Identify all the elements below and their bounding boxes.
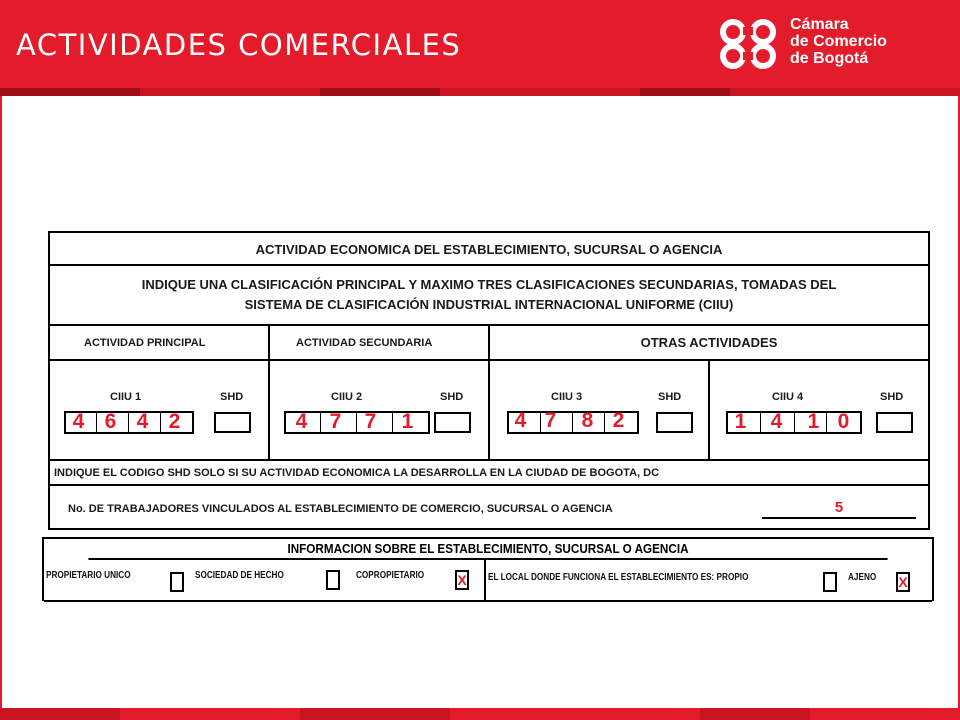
instruction-line-1: INDIQUE UNA CLASIFICACIÓN PRINCIPAL Y MAXIMO TRES CLASIFICACIONES SECUNDARIAS, TOMADAS DEL (141, 277, 837, 292)
ajeno-label: AJENO (848, 572, 877, 583)
instruction-line-2: SISTEMA DE CLASIFICACIÓN INDUSTRIAL INTERNACIONAL UNIFORME (CIIU) (244, 297, 734, 312)
logo-mark-icon (718, 18, 786, 70)
shd-2-box[interactable] (434, 412, 471, 433)
form-title: ACTIVIDAD ECONOMICA DEL ESTABLECIMIENTO, SUCURSAL O AGENCIA (50, 233, 928, 266)
sociedad-de-hecho-label: SOCIEDAD DE HECHO (195, 570, 284, 581)
propio-checkbox[interactable] (823, 572, 837, 592)
ciiu-3-digit-4: 2 (612, 409, 625, 432)
ciiu-2-digit-3: 7 (364, 410, 377, 433)
shd-4-label: SHD (880, 391, 904, 403)
left-border (0, 96, 2, 708)
propietario-unico-checkbox[interactable] (170, 572, 184, 592)
workers-line (762, 517, 916, 519)
ciiu-2-label: CIIU 2 (331, 391, 363, 403)
shd-3-label: SHD (658, 391, 682, 403)
logo-line-3: de Bogotá (790, 50, 869, 67)
ciiu-3-label: CIIU 3 (551, 391, 583, 403)
sociedad-de-hecho-checkbox[interactable] (326, 570, 340, 590)
logo-text (790, 16, 887, 67)
camara-comercio-logo (718, 14, 898, 74)
workers-label: No. DE TRABAJADORES VINCULADOS AL ESTABLECIMIENTO DE COMERCIO, SUCURSAL O AGENCIA (68, 503, 613, 515)
actividad-form (48, 231, 930, 530)
header-bar (0, 0, 960, 88)
copropietario-label: COPROPIETARIO (356, 570, 425, 581)
ciiu-3-digit-1: 4 (514, 409, 527, 432)
ciiu-1-label: CIIU 1 (110, 391, 142, 403)
footer-bar (0, 708, 960, 720)
ciiu-4-digit-4: 0 (837, 410, 850, 433)
propietario-unico-label: PROPIETARIO UNICO (46, 570, 131, 581)
ciiu-4-digit-2: 4 (770, 410, 783, 433)
ciiu-4-label: CIIU 4 (772, 391, 804, 403)
shd-3-box[interactable] (656, 412, 693, 433)
column-headers (50, 326, 928, 361)
ciiu-1-digit-3: 4 (136, 410, 149, 433)
ciiu-3-digit-2: 7 (544, 409, 557, 432)
ciiu-1-digit-2: 6 (104, 410, 117, 433)
shd-4-box[interactable] (876, 412, 913, 433)
shd-2-label: SHD (440, 391, 464, 403)
shd-note: INDIQUE EL CODIGO SHD SOLO SI SU ACTIVIDAD ECONOMICA LA DESARROLLA EN LA CIUDAD DE BOGOTA, DC (50, 461, 928, 486)
shd-1-label: SHD (220, 391, 244, 403)
col-principal: ACTIVIDAD PRINCIPAL (50, 326, 270, 359)
ciiu-2-digit-2: 7 (329, 410, 342, 433)
ciiu-2-digit-1: 4 (295, 410, 308, 433)
ciiu-1-digit-1: 4 (72, 410, 85, 433)
slide-title: ACTIVIDADES COMERCIALES (16, 28, 462, 62)
info-divider (484, 560, 486, 601)
col-secundaria: ACTIVIDAD SECUNDARIA (270, 326, 490, 359)
form-instruction (50, 266, 928, 326)
ciiu-1-digit-4: 2 (168, 410, 181, 433)
shd-1-box[interactable] (214, 412, 251, 433)
copropietario-mark: X (457, 572, 467, 588)
info-bottom-line (44, 600, 932, 602)
logo-line-2: de Comercio (790, 33, 887, 50)
workers-value[interactable]: 5 (834, 499, 844, 516)
ciiu-4-digit-1: 1 (734, 410, 747, 433)
info-title: INFORMACION SOBRE EL ESTABLECIMIENTO, SUCURSAL O AGENCIA (88, 539, 887, 560)
col-otras: OTRAS ACTIVIDADES (640, 335, 778, 350)
local-label: EL LOCAL DONDE FUNCIONA EL ESTABLECIMIENTO ES: PROPIO (488, 572, 749, 583)
header-stripe (0, 88, 960, 96)
ciiu-3-digit-3: 8 (581, 409, 594, 432)
ciiu-2-digit-4: 1 (401, 410, 414, 433)
ciiu-4-digit-3: 1 (807, 410, 820, 433)
logo-line-1: Cámara (790, 16, 849, 33)
ajeno-mark: X (898, 574, 908, 590)
